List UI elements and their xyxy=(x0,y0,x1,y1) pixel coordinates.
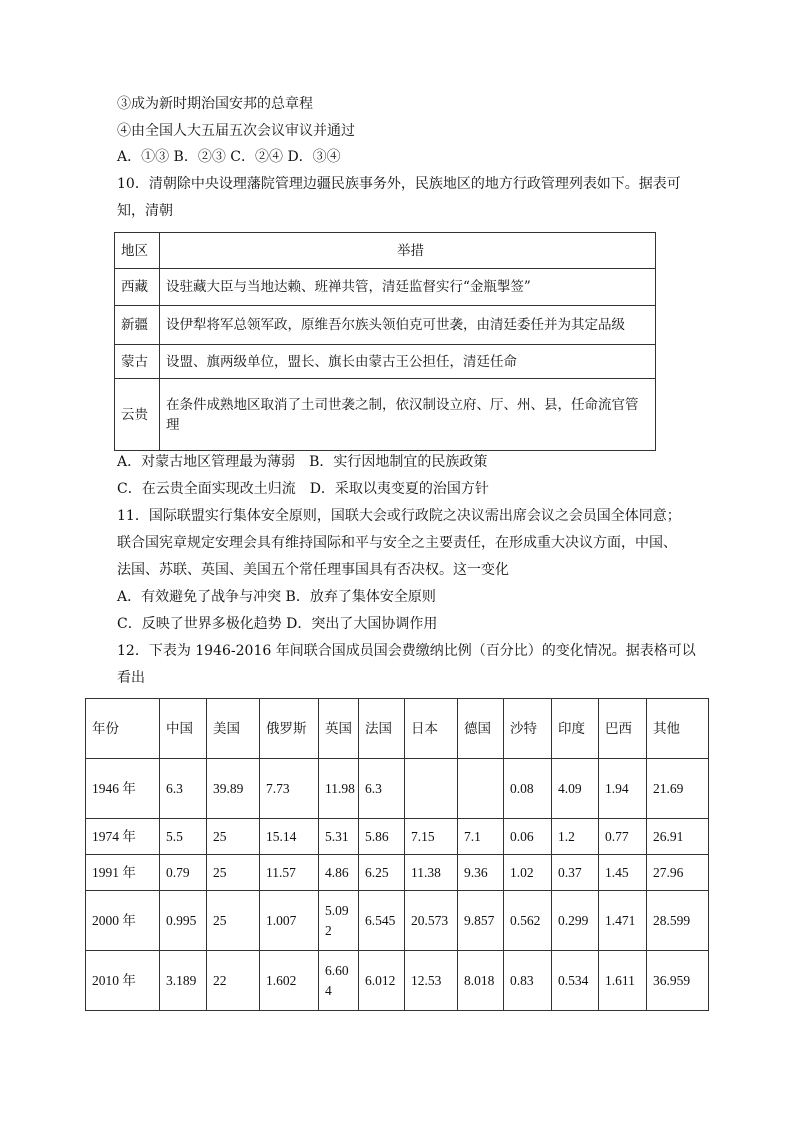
q11-options-ab: A．有效避免了战争与冲突 B．放弃了集体安全原则 xyxy=(117,589,436,605)
value-cell: 9.857 xyxy=(458,891,504,951)
value-cell: 15.14 xyxy=(260,819,319,855)
question-12-stem-cont: 看出 xyxy=(117,670,145,686)
value-cell: 1.007 xyxy=(260,891,319,951)
region-cell: 云贵 xyxy=(115,379,160,451)
value-cell: 0.299 xyxy=(552,891,599,951)
year-cell: 1974 年 xyxy=(86,819,160,855)
table-row xyxy=(86,759,709,819)
region-cell: 西藏 xyxy=(115,269,160,306)
value-cell: 25 xyxy=(207,819,260,855)
value-cell: 1.94 xyxy=(599,759,647,819)
value-cell: 0.06 xyxy=(504,819,552,855)
un-dues-table xyxy=(85,698,709,1011)
value-cell: 0.79 xyxy=(160,855,207,891)
header-cell: 英国 xyxy=(319,699,359,759)
value-cell: 25 xyxy=(207,855,260,891)
question-10-stem: 10．清朝除中央设理藩院管理边疆民族事务外，民族地区的地方行政管理列表如下。据表可 xyxy=(117,176,681,192)
table-row xyxy=(86,855,709,891)
value-cell: 0.562 xyxy=(504,891,552,951)
value-cell xyxy=(458,759,504,819)
table-row xyxy=(115,306,656,345)
value-cell: 7.73 xyxy=(260,759,319,819)
value-cell: 5.31 xyxy=(319,819,359,855)
value-cell: 1.602 xyxy=(260,951,319,1011)
value-cell: 0.995 xyxy=(160,891,207,951)
header-cell: 年份 xyxy=(86,699,160,759)
header-cell: 沙特 xyxy=(504,699,552,759)
question-11-stem: 11．国际联盟实行集体安全原则，国联大会或行政院之决议需出席会议之会员国全体同意； xyxy=(117,508,681,524)
value-cell: 1.45 xyxy=(599,855,647,891)
value-cell: 36.959 xyxy=(647,951,709,1011)
header-cell: 中国 xyxy=(160,699,207,759)
measure-cell: 在条件成熟地区取消了土司世袭之制，依汉制设立府、厅、州、县，任命流官管理 xyxy=(160,379,656,451)
question-11-stem-cont: 法国、苏联、英国、美国五个常任理事国具有否决权。这一变化 xyxy=(117,562,509,578)
value-cell: 6.3 xyxy=(160,759,207,819)
value-cell: 0.83 xyxy=(504,951,552,1011)
table-row xyxy=(86,951,709,1011)
table-row xyxy=(115,379,656,451)
q10-options-ab: A．对蒙古地区管理最为薄弱 B．实行因地制宜的民族政策 xyxy=(117,454,488,470)
question-11-stem-cont: 联合国宪章规定安理会具有维持国际和平与安全之主要责任，在形成重大决议方面，中国、 xyxy=(117,535,677,551)
measure-cell: 设驻藏大臣与当地达赖、班禅共管，清廷监督实行“金瓶掣签” xyxy=(160,269,656,306)
value-cell: 5.86 xyxy=(359,819,405,855)
option-line-4: ④由全国人大五届五次会议审议并通过 xyxy=(117,123,355,139)
header-cell: 举措 xyxy=(160,233,656,269)
value-cell: 11.57 xyxy=(260,855,319,891)
value-cell: 25 xyxy=(207,891,260,951)
value-cell: 22 xyxy=(207,951,260,1011)
value-cell: 21.69 xyxy=(647,759,709,819)
header-cell: 俄罗斯 xyxy=(260,699,319,759)
question-10-stem-cont: 知，清朝 xyxy=(117,203,173,219)
value-cell: 4.09 xyxy=(552,759,599,819)
header-cell: 地区 xyxy=(115,233,160,269)
value-cell: 11.98 xyxy=(319,759,359,819)
value-cell: 1.2 xyxy=(552,819,599,855)
question-12-stem: 12．下表为 1946-2016 年间联合国成员国会费缴纳比例（百分比）的变化情况。据表格可以 xyxy=(117,643,696,659)
value-cell xyxy=(405,759,458,819)
table-header-row xyxy=(86,699,709,759)
answer-choices-q9: A．①③ B．②③ C．②④ D．③④ xyxy=(117,149,341,165)
year-cell: 2010 年 xyxy=(86,951,160,1011)
table-header-row xyxy=(115,233,656,269)
year-cell: 1946 年 xyxy=(86,759,160,819)
value-cell: 27.96 xyxy=(647,855,709,891)
year-cell: 1991 年 xyxy=(86,855,160,891)
value-cell: 5.5 xyxy=(160,819,207,855)
table-row xyxy=(86,891,709,951)
value-cell: 0.08 xyxy=(504,759,552,819)
value-cell: 3.189 xyxy=(160,951,207,1011)
value-cell: 6.604 xyxy=(319,951,359,1011)
table-row xyxy=(115,269,656,306)
measure-cell: 设盟、旗两级单位，盟长、旗长由蒙古王公担任，清廷任命 xyxy=(160,345,656,379)
value-cell: 9.36 xyxy=(458,855,504,891)
value-cell: 4.86 xyxy=(319,855,359,891)
value-cell: 7.1 xyxy=(458,819,504,855)
value-cell: 5.092 xyxy=(319,891,359,951)
value-cell: 7.15 xyxy=(405,819,458,855)
header-cell: 美国 xyxy=(207,699,260,759)
header-cell: 法国 xyxy=(359,699,405,759)
table-row xyxy=(86,819,709,855)
value-cell: 12.53 xyxy=(405,951,458,1011)
region-cell: 蒙古 xyxy=(115,345,160,379)
value-cell: 11.38 xyxy=(405,855,458,891)
value-cell: 6.012 xyxy=(359,951,405,1011)
value-cell: 0.534 xyxy=(552,951,599,1011)
header-cell: 巴西 xyxy=(599,699,647,759)
header-cell: 其他 xyxy=(647,699,709,759)
qing-admin-table xyxy=(114,232,656,451)
value-cell: 0.37 xyxy=(552,855,599,891)
measure-cell: 设伊犁将军总领军政，原维吾尔族头领伯克可世袭，由清廷委任并为其定品级 xyxy=(160,306,656,345)
header-cell: 日本 xyxy=(405,699,458,759)
region-cell: 新疆 xyxy=(115,306,160,345)
value-cell: 0.77 xyxy=(599,819,647,855)
value-cell: 8.018 xyxy=(458,951,504,1011)
option-line-3: ③成为新时期治国安邦的总章程 xyxy=(117,96,313,112)
year-cell: 2000 年 xyxy=(86,891,160,951)
value-cell: 1.471 xyxy=(599,891,647,951)
value-cell: 1.02 xyxy=(504,855,552,891)
q11-options-cd: C．反映了世界多极化趋势 D．突出了大国协调作用 xyxy=(117,616,438,632)
value-cell: 39.89 xyxy=(207,759,260,819)
value-cell: 6.545 xyxy=(359,891,405,951)
value-cell: 1.611 xyxy=(599,951,647,1011)
header-cell: 印度 xyxy=(552,699,599,759)
header-cell: 德国 xyxy=(458,699,504,759)
value-cell: 26.91 xyxy=(647,819,709,855)
value-cell: 28.599 xyxy=(647,891,709,951)
table-row xyxy=(115,345,656,379)
value-cell: 6.25 xyxy=(359,855,405,891)
q10-options-cd: C．在云贵全面实现改土归流 D．采取以夷变夏的治国方针 xyxy=(117,481,489,497)
value-cell: 6.3 xyxy=(359,759,405,819)
value-cell: 20.573 xyxy=(405,891,458,951)
